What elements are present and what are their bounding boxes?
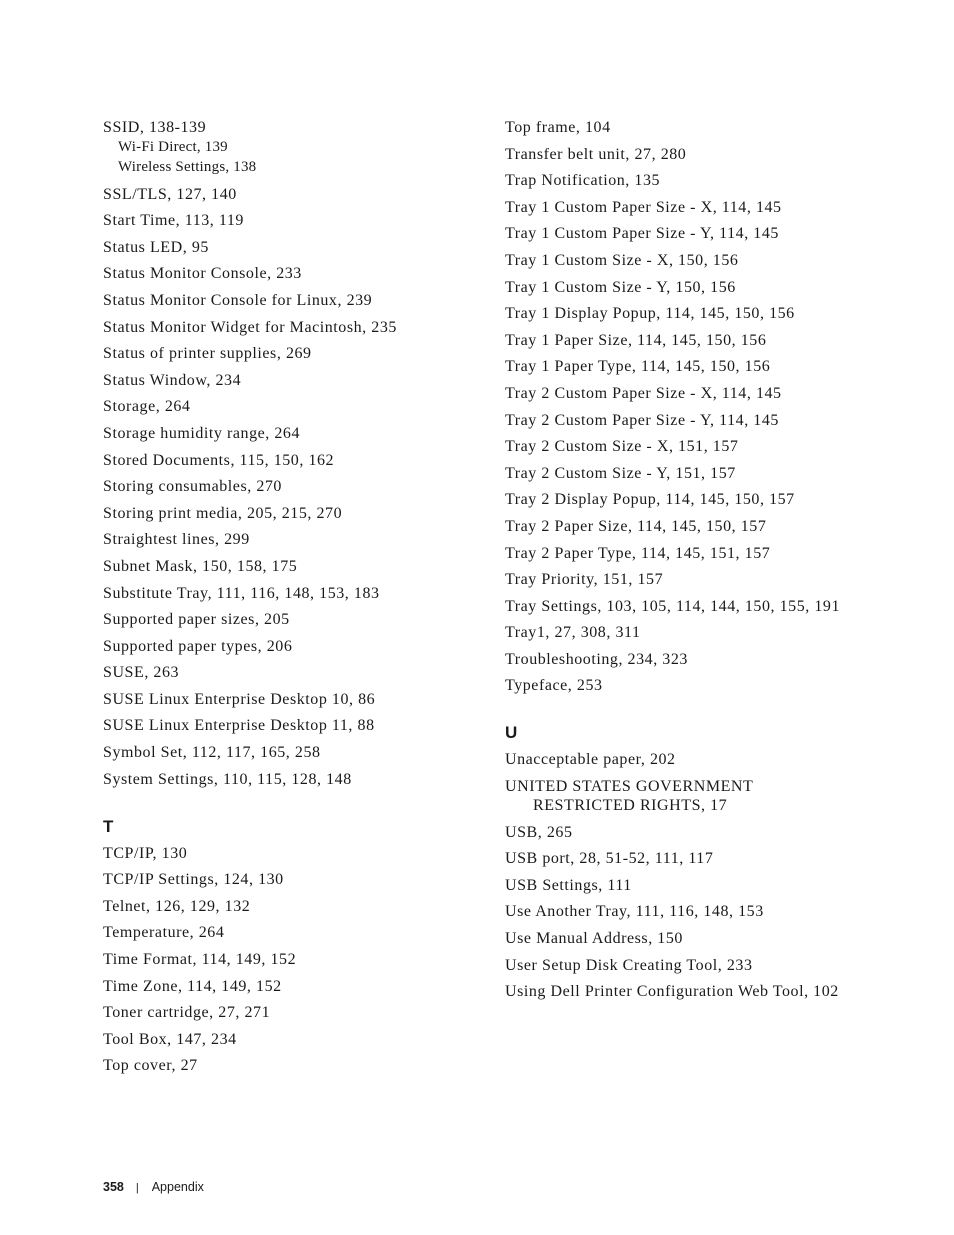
index-entry-text: TCP/IP Settings, 124, 130	[103, 871, 284, 889]
index-entry-text: Trap Notification, 135	[505, 172, 661, 190]
index-entry	[505, 437, 905, 456]
index-entry	[103, 318, 473, 337]
index-entry-text: Tray1, 27, 308, 311	[505, 624, 641, 642]
index-entry	[103, 557, 473, 576]
index-entry-text: Tray 1 Display Popup, 114, 145, 150, 156	[505, 305, 795, 323]
index-entry	[103, 950, 473, 969]
index-section-heading: U	[505, 723, 518, 743]
index-entry-text: Tray 2 Custom Paper Size - X, 114, 145	[505, 384, 782, 402]
footer-section-title: Appendix	[151, 1180, 204, 1194]
index-entry-text: Tool Box, 147, 234	[103, 1030, 237, 1048]
index-entry-text: Storing print media, 205, 215, 270	[103, 504, 343, 522]
index-entry-text: UNITED STATES GOVERNMENT	[505, 778, 754, 796]
index-entry	[505, 490, 905, 509]
index-entry-text: Status LED, 95	[103, 238, 209, 256]
index-entry	[103, 1003, 473, 1022]
index-entry	[505, 357, 905, 376]
index-entry-text: Symbol Set, 112, 117, 165, 258	[103, 744, 321, 762]
index-entry-text: USB Settings, 111	[505, 876, 632, 894]
index-entry-text: Supported paper types, 206	[103, 637, 293, 655]
index-entry	[505, 411, 905, 430]
index-entry	[103, 870, 473, 889]
index-entry	[103, 238, 473, 257]
index-entry	[505, 597, 905, 616]
index-entry-text: Status of printer supplies, 269	[103, 345, 312, 363]
index-entry	[505, 224, 905, 243]
index-entry	[505, 331, 905, 350]
index-entry-text: Tray 2 Custom Paper Size - Y, 114, 145	[505, 411, 779, 429]
index-entry-text: Tray 1 Custom Paper Size - X, 114, 145	[505, 198, 782, 216]
index-entry-text: Top cover, 27	[103, 1057, 198, 1075]
index-entry-text: Storing consumables, 270	[103, 478, 282, 496]
index-entry	[505, 517, 905, 536]
index-entry-text: Tray 1 Custom Size - Y, 150, 156	[505, 278, 736, 296]
index-entry	[505, 198, 905, 217]
index-entry	[505, 750, 905, 769]
page-footer	[103, 1180, 204, 1194]
index-entry-text: Tray Settings, 103, 105, 114, 144, 150, 155, 191	[505, 597, 841, 615]
index-entry	[505, 849, 905, 868]
page-number: 358	[103, 1180, 124, 1194]
index-entry-text: Using Dell Printer Configuration Web Tool, 102	[505, 983, 839, 1001]
index-entry	[505, 823, 905, 842]
index-entry	[103, 451, 473, 470]
index-entry	[103, 1056, 473, 1075]
index-entry-text: Typeface, 253	[505, 677, 603, 695]
index-entry-text: Status Monitor Widget for Macintosh, 235	[103, 318, 397, 336]
index-entry	[505, 118, 905, 137]
index-entry-text: Tray 1 Custom Paper Size - Y, 114, 145	[505, 225, 779, 243]
index-entry-text: SSID, 138-139	[103, 119, 207, 136]
index-entry-text: Tray 2 Paper Type, 114, 145, 151, 157	[505, 544, 771, 562]
index-entry-text: SUSE Linux Enterprise Desktop 11, 88	[103, 717, 375, 735]
index-entry-text: Toner cartridge, 27, 271	[103, 1004, 271, 1022]
index-subentries	[103, 137, 473, 177]
index-entry	[505, 956, 905, 975]
index-entry	[103, 610, 473, 629]
index-entry-text: Tray 2 Paper Size, 114, 145, 150, 157	[505, 517, 767, 535]
index-entry-text: Stored Documents, 115, 150, 162	[103, 451, 335, 469]
index-column-left	[103, 118, 473, 1083]
index-entry	[505, 777, 905, 815]
index-entry	[103, 897, 473, 916]
index-entry	[103, 690, 473, 709]
index-entry-text: Tray 2 Custom Size - X, 151, 157	[505, 438, 739, 456]
index-entry-text: Subnet Mask, 150, 158, 175	[103, 557, 298, 575]
index-column-right	[505, 118, 905, 1009]
index-entry-text: TCP/IP, 130	[103, 844, 188, 862]
index-entry	[505, 384, 905, 403]
index-entry-text: SUSE, 263	[103, 664, 180, 682]
index-entry-text: Tray 1 Paper Size, 114, 145, 150, 156	[505, 331, 767, 349]
index-entry-text: Telnet, 126, 129, 132	[103, 897, 251, 915]
index-subentry: Wireless Settings, 138	[118, 159, 257, 175]
index-entry-text: Straightest lines, 299	[103, 531, 250, 549]
index-entry	[103, 264, 473, 283]
index-entry-text: Transfer belt unit, 27, 280	[505, 145, 687, 163]
index-entry-text: Tray Priority, 151, 157	[505, 571, 664, 589]
index-entry-text: Use Another Tray, 111, 116, 148, 153	[505, 903, 764, 921]
index-entry-text: SSL/TLS, 127, 140	[103, 185, 237, 203]
index-entry-text: Use Manual Address, 150	[505, 930, 683, 948]
index-entry	[103, 211, 473, 230]
index-entry-text: User Setup Disk Creating Tool, 233	[505, 956, 753, 974]
index-entry-text: Troubleshooting, 234, 323	[505, 650, 688, 668]
index-entry-text: Tray 2 Display Popup, 114, 145, 150, 157	[505, 491, 795, 509]
index-entry	[505, 251, 905, 270]
index-entry-text: System Settings, 110, 115, 128, 148	[103, 770, 352, 788]
index-entry	[103, 291, 473, 310]
index-entry-text: Supported paper sizes, 205	[103, 611, 290, 629]
index-entry	[505, 278, 905, 297]
index-entry	[505, 623, 905, 642]
index-entry	[505, 650, 905, 669]
index-entry	[103, 637, 473, 656]
index-subentry: Wi-Fi Direct, 139	[118, 139, 228, 155]
index-entry	[103, 477, 473, 496]
index-entry	[103, 923, 473, 942]
index-entry	[103, 584, 473, 603]
index-entry	[103, 770, 473, 789]
index-entry	[103, 743, 473, 762]
index-entry-text: Start Time, 113, 119	[103, 212, 244, 230]
index-entry-text: Status Monitor Console for Linux, 239	[103, 291, 373, 309]
footer-separator: |	[135, 1182, 139, 1194]
index-entry-text: Tray 1 Custom Size - X, 150, 156	[505, 251, 739, 269]
index-entry-text: Time Zone, 114, 149, 152	[103, 977, 282, 995]
index-entry	[505, 544, 905, 563]
index-entry-text: USB, 265	[505, 823, 573, 841]
index-entry	[505, 145, 905, 164]
index-entry	[103, 977, 473, 996]
index-entry	[505, 902, 905, 921]
index-entry	[103, 530, 473, 549]
index-entry	[103, 663, 473, 682]
index-entry	[103, 844, 473, 863]
index-entry	[103, 118, 473, 177]
index-entry	[505, 304, 905, 323]
index-entry-text: Tray 2 Custom Size - Y, 151, 157	[505, 464, 736, 482]
index-entry-text: Tray 1 Paper Type, 114, 145, 150, 156	[505, 358, 771, 376]
index-entry-text: Time Format, 114, 149, 152	[103, 951, 297, 969]
index-entry-text: Substitute Tray, 111, 116, 148, 153, 183	[103, 584, 380, 602]
index-entry-text: Top frame, 104	[505, 119, 611, 136]
index-entry	[505, 464, 905, 483]
index-entry-text: USB port, 28, 51-52, 111, 117	[505, 850, 714, 868]
index-entry	[505, 171, 905, 190]
index-entry-text: Status Window, 234	[103, 371, 242, 389]
index-entry-text: SUSE Linux Enterprise Desktop 10, 86	[103, 690, 376, 708]
index-entry	[103, 371, 473, 390]
index-entry-text: Storage, 264	[103, 398, 191, 416]
index-entry-text: Storage humidity range, 264	[103, 424, 301, 442]
index-entry	[505, 876, 905, 895]
index-entry	[103, 344, 473, 363]
index-entry	[103, 424, 473, 443]
index-entry	[103, 1030, 473, 1049]
index-entry	[103, 185, 473, 204]
index-entry	[103, 397, 473, 416]
index-entry	[103, 504, 473, 523]
index-entry-text: Status Monitor Console, 233	[103, 265, 302, 283]
index-entry-text: Temperature, 264	[103, 924, 225, 942]
index-entry-text: Unacceptable paper, 202	[505, 751, 676, 769]
index-entry-continuation: RESTRICTED RIGHTS, 17	[533, 797, 728, 815]
index-entry	[505, 929, 905, 948]
index-entry	[505, 982, 905, 1001]
index-entry	[505, 676, 905, 695]
index-entry	[103, 716, 473, 735]
index-entry	[505, 570, 905, 589]
index-section-heading: T	[103, 816, 114, 836]
